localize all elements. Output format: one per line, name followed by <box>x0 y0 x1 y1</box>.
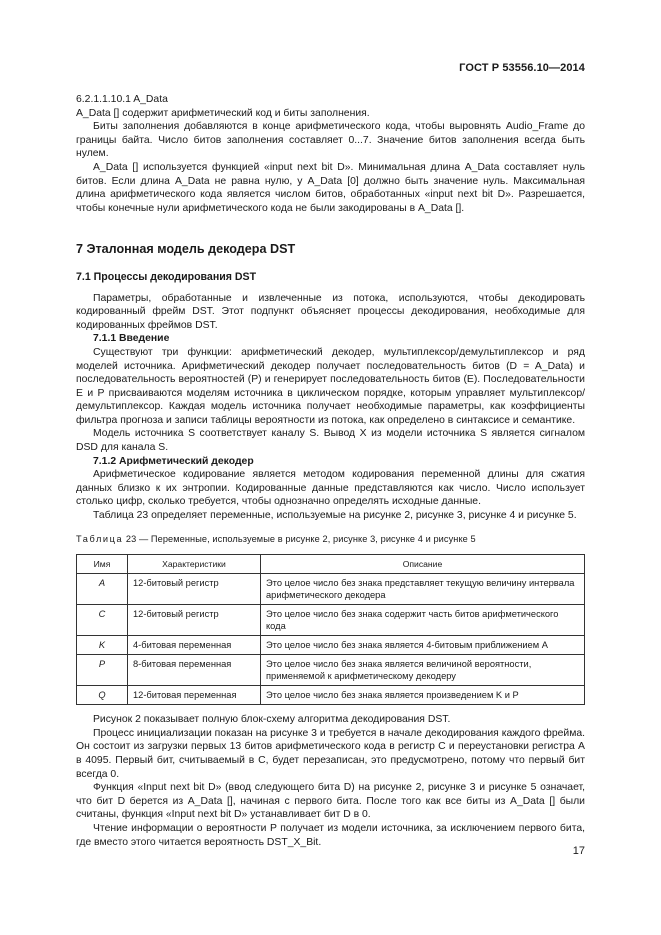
cell-description: Это целое число без знака является величиной вероятности, применяемой к арифметическому декодеру <box>261 655 585 686</box>
table-header-row <box>77 555 585 574</box>
cell-description: Это целое число без знака содержит часть битов арифметического кода <box>261 605 585 636</box>
paragraph: Таблица 23 определяет переменные, используемые на рисунке 2, рисунке 3, рисунке 4 и рисунке 5. <box>93 510 577 522</box>
page-number: 17 <box>572 845 585 857</box>
col-header-characteristics: Характеристики <box>128 555 261 574</box>
cell-characteristics: 4-битовая переменная <box>128 636 261 655</box>
variables-table <box>76 554 585 705</box>
cell-name: C <box>77 605 128 636</box>
cell-description: Это целое число без знака представляет текущую величину интервала арифметического декодера <box>261 574 585 605</box>
paragraph: Модель источника S соответствует каналу S. Вывод X из модели источника S является сигналом DSD для канала S. <box>76 428 585 454</box>
standard-header: ГОСТ Р 53556.10—2014 <box>459 62 585 74</box>
cell-description: Это целое число без знака является произведением K и P <box>261 686 585 705</box>
table-row <box>77 574 585 605</box>
section-title: 7 Эталонная модель декодера DST <box>76 242 296 257</box>
table-row <box>77 655 585 686</box>
subsection-title: 7.1.1 Введение <box>93 333 170 345</box>
cell-characteristics: 12-битовый регистр <box>128 605 261 636</box>
subsection-title: 7.1.2 Арифметический декодер <box>93 455 254 467</box>
paragraph: Биты заполнения добавляются в конце арифметического кода, чтобы выровнять Audio_Frame до границы байта. Число битов заполнения составляет 0...7. Значение битов заполнения всегда быть нулем. <box>76 121 585 160</box>
table-row <box>77 636 585 655</box>
page-content <box>76 93 585 849</box>
paragraph: Чтение информации о вероятности P получает из модели источника, за исключением первого бита, где вместо этого читается вероятность DST_X_Bit. <box>76 822 585 848</box>
paragraph: Существуют три функции: арифметический декодер, мультиплексор/демультиплексор и ряд моделей источника. Арифметический декодер получает последовательность битов (D = A_Data) и последовательность вероятностей (P) и генерирует последовательность битов (E). Последовательности E и P присваиваются моделям источника в циклическом порядке, которым управляет мультиплексор/демультиплексор. Каждая модель источника получает необходимые параметры, как коэффициенты фильтра прогноза и записи таблицы вероятности из потока, как определено в синтаксисе и семантике. <box>76 346 585 426</box>
paragraph: Арифметическое кодирование является методом кодирования переменной длины для сжатия данных близко к их энтропии. Кодированные данные представляются как число. Число использует столько цифр, сколько требуется, чтобы однозначно определять исходные данные. <box>76 469 585 508</box>
col-header-description: Описание <box>261 555 585 574</box>
cell-name: Q <box>77 686 128 705</box>
cell-characteristics: 12-битовый регистр <box>128 574 261 605</box>
paragraph: Процесс инициализации показан на рисунке 3 и требуется в начале декодирования каждого фрейма. Он состоит из загрузки первых 13 битов арифметического кода в регистр C и переустановки регистра A в 4095. Первый бит, считываемый в C, будет перезаписан, это предусмотрено, потому что первый бит всегда 0. <box>76 727 585 780</box>
col-header-name: Имя <box>77 555 128 574</box>
cell-name: K <box>77 636 128 655</box>
table-caption <box>76 533 585 547</box>
table-row <box>77 686 585 705</box>
paragraph: A_Data [] содержит арифметический код и биты заполнения. <box>76 107 370 119</box>
cell-name: A <box>77 574 128 605</box>
paragraph: Функция «Input next bit D» (ввод следующего бита D) на рисунке 2, рисунке 3 и рисунке 5 означает, что бит D берется из A_Data [], начиная с первого бита. После того как все биты из A_Data [] были считаны, функция «Input next bit D» устанавливает бит D в 0. <box>76 782 585 821</box>
paragraph: A_Data [] используется функцией «input next bit D». Минимальная длина A_Data составляет нуль битов. Если длина A_Data не равна нулю, у A_Data [0] должно быть значение нуль. Максимальная длина арифметического кода является числом битов, обработанных «input next bit D». Разрешается, чтобы конечные нули арифметического кода не были закодированы в A_Data []. <box>76 161 585 214</box>
table-row <box>77 605 585 636</box>
table-caption-label: Таблица <box>76 533 124 544</box>
table-caption-text: 23 — Переменные, используемые в рисунке 2, рисунке 3, рисунке 4 и рисунке 5 <box>125 533 476 544</box>
subsection-title: 7.1 Процессы декодирования DST <box>76 270 257 283</box>
clause-heading: 6.2.1.1.10.1 A_Data <box>76 94 168 105</box>
cell-name: P <box>77 655 128 686</box>
cell-characteristics: 8-битовая переменная <box>128 655 261 686</box>
cell-description: Это целое число без знака является 4-битовым приближением A <box>261 636 585 655</box>
cell-characteristics: 12-битовая переменная <box>128 686 261 705</box>
paragraph: Рисунок 2 показывает полную блок-схему алгоритма декодирования DST. <box>93 714 451 726</box>
paragraph: Параметры, обработанные и извлеченные из потока, используются, чтобы декодировать кодированный фрейм DST. Этот подпункт объясняет процессы декодирования, необходимые для кодированных фреймов DST. <box>76 292 585 331</box>
